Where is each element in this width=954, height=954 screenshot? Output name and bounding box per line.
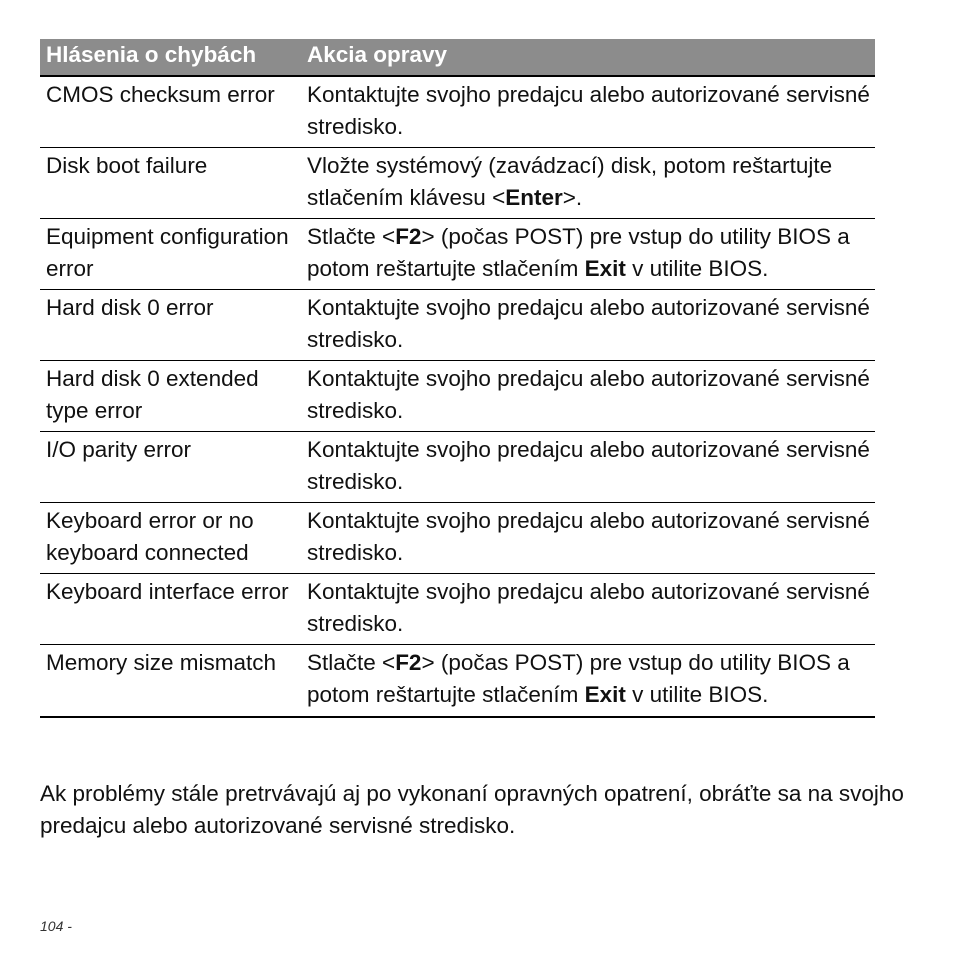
table-header [40,39,875,77]
table-row [40,503,875,574]
corrective-action-cell [302,576,875,640]
error-message-cell: Keyboard interface error [46,579,289,604]
action-text: Kontaktujte svojho predajcu alebo autorizované servisné stredisko. [307,437,870,494]
page-number: 104 - [40,918,72,934]
action-text: Kontaktujte svojho predajcu alebo autorizované servisné stredisko. [307,295,870,352]
action-text: > (počas POST) pre vstup do utility BIOS a potom reštartujte stlačením [307,650,850,707]
action-text: > (počas POST) pre vstup do utility BIOS a potom reštartujte stlačením [307,224,850,281]
table-row [40,645,875,718]
table-body [40,77,875,718]
corrective-action-cell [302,505,875,569]
action-text: v utilite BIOS. [625,256,769,281]
table-row [40,290,875,361]
corrective-action-cell [302,434,875,498]
error-message-cell: Memory size mismatch [46,650,277,675]
action-text: >. [562,185,583,210]
error-message-cell: Hard disk 0 error [46,295,214,320]
error-messages-table [40,39,875,718]
table-row [40,219,875,290]
corrective-action-cell [302,150,875,214]
action-text: Kontaktujte svojho predajcu alebo autorizované servisné stredisko. [307,366,870,423]
troubleshooting-note: Ak problémy stále pretrvávajú aj po vykonaní opravných opatrení, obráťte sa na svojho predajcu alebo autorizované servisné stredisko. [40,781,904,838]
action-text: Kontaktujte svojho predajcu alebo autorizované servisné stredisko. [307,508,870,565]
key-name: F2 [395,224,422,249]
table-row [40,574,875,645]
action-text: Kontaktujte svojho predajcu alebo autorizované servisné stredisko. [307,579,870,636]
header-error-messages: Hlásenia o chybách [46,42,257,67]
action-text: Kontaktujte svojho predajcu alebo autorizované servisné stredisko. [307,82,870,139]
key-name: Exit [584,682,626,707]
action-text: Stlačte < [307,224,396,249]
key-name: Enter [505,185,563,210]
error-message-cell: I/O parity error [46,437,192,462]
table-row [40,148,875,219]
corrective-action-cell [302,292,875,356]
table-row [40,361,875,432]
corrective-action-cell [302,647,875,711]
table-row [40,77,875,148]
corrective-action-cell [302,79,875,143]
action-text: v utilite BIOS. [625,682,769,707]
header-corrective-action: Akcia opravy [307,42,448,67]
action-text: Vložte systémový (zavádzací) disk, potom reštartujte stlačením klávesu < [307,153,833,210]
table-row [40,432,875,503]
error-message-cell: CMOS checksum error [46,82,275,107]
key-name: F2 [395,650,422,675]
error-message-cell: Disk boot failure [46,153,208,178]
key-name: Exit [584,256,626,281]
error-message-cell: Keyboard error or no keyboard connected [46,508,254,565]
corrective-action-cell [302,221,875,285]
error-message-cell: Equipment configuration error [46,224,289,281]
action-text: Stlačte < [307,650,396,675]
corrective-action-cell [302,363,875,427]
error-message-cell: Hard disk 0 extended type error [46,366,259,423]
